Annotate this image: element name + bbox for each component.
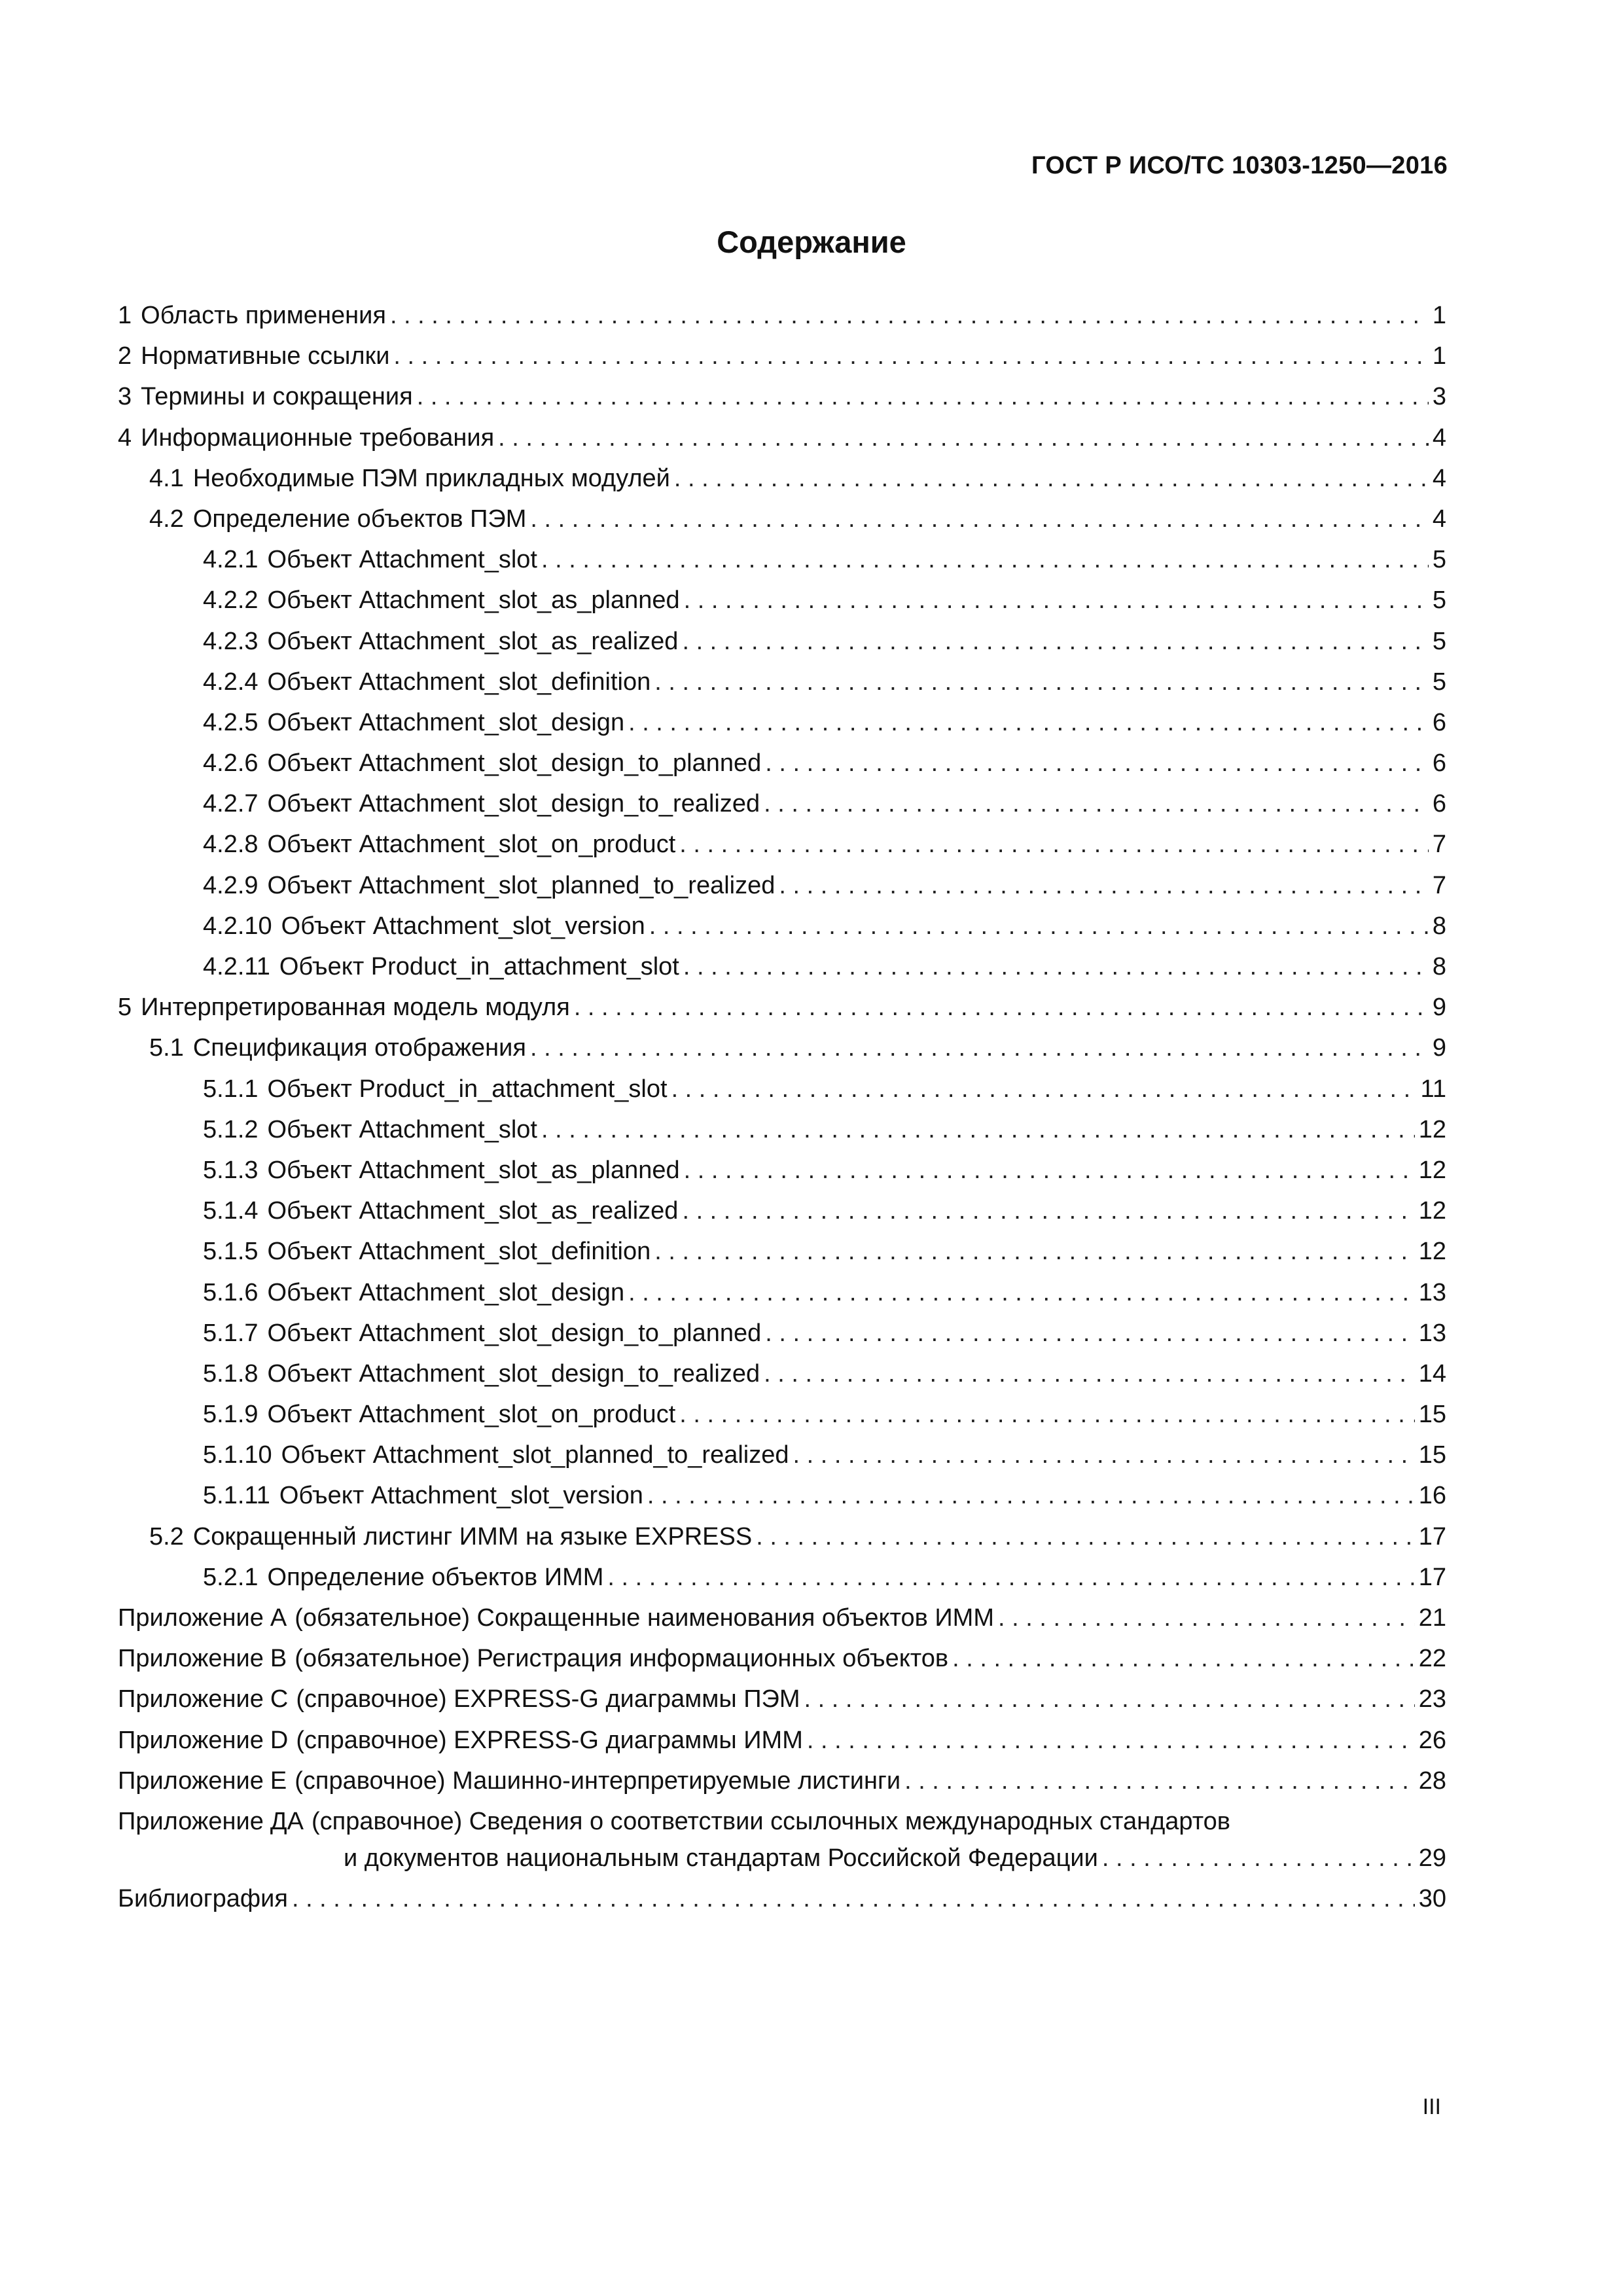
annex-title: (обязательное) Сокращенные наименования объектов ИММ (294, 1604, 994, 1632)
toc-entry-page: 13 (1418, 1278, 1446, 1306)
toc-entry-number: 5.1.1 (203, 1075, 259, 1103)
toc-entry-title: Объект Attachment_slot_definition (267, 668, 651, 696)
toc-entry[interactable] (118, 539, 1446, 580)
toc-entry-page: 6 (1432, 749, 1446, 778)
toc-entry-number: 5.1.9 (203, 1401, 259, 1429)
page-number: III (1422, 2094, 1441, 2119)
toc-entry[interactable] (118, 987, 1446, 1028)
annex-page: 23 (1418, 1685, 1446, 1713)
toc-entry[interactable] (118, 906, 1446, 946)
toc-entry-number: 4.2.3 (203, 627, 259, 655)
toc-entry[interactable] (118, 1231, 1446, 1272)
toc-entry-number: 5.1.11 (203, 1482, 270, 1510)
toc-entry-number: 5.1.3 (203, 1156, 259, 1184)
toc-entry[interactable] (118, 1354, 1446, 1394)
toc-entry-number: 4.2.10 (203, 912, 272, 940)
toc-entry-page: 5 (1432, 586, 1446, 615)
toc-entry-page: 9 (1432, 994, 1446, 1022)
dot-leader (804, 1679, 1415, 1719)
toc-entry[interactable] (118, 418, 1446, 458)
dot-leader (764, 1354, 1415, 1394)
toc-entry[interactable] (118, 499, 1446, 539)
annex-da-first-line (118, 1801, 1230, 1842)
toc-entry-title: Объект Attachment_slot_as_planned (267, 1156, 680, 1184)
annex-page: 28 (1418, 1767, 1446, 1795)
toc-entry-page: 6 (1432, 708, 1446, 736)
dot-leader (654, 1231, 1415, 1272)
annex-title: (справочное) EXPRESS-G диаграммы ПЭМ (296, 1685, 800, 1713)
toc-entry-page: 1 (1432, 342, 1446, 370)
toc-entry-page: 17 (1418, 1522, 1446, 1551)
annex-page: 21 (1418, 1604, 1446, 1632)
toc-entry-number: 4.2.2 (203, 586, 259, 615)
dot-leader (607, 1557, 1414, 1598)
annex-title: (справочное) Сведения о соответствии ссылочных международных стандартов (311, 1807, 1230, 1835)
toc-entry-title: Термины и сокращения (141, 383, 413, 411)
toc-entry-page: 13 (1418, 1319, 1446, 1347)
dot-leader (541, 1109, 1415, 1150)
toc-entry[interactable] (118, 458, 1446, 499)
dot-leader (674, 458, 1429, 499)
toc-entry-page: 6 (1432, 790, 1446, 818)
toc-entry[interactable] (118, 1191, 1446, 1231)
toc-annex-entry[interactable] (118, 1679, 1446, 1719)
annex-title: (обязательное) Регистрация информационных объектов (294, 1645, 949, 1673)
toc-entry-title: Объект Attachment_slot_design (267, 1278, 625, 1306)
toc-entry-number: 5.1.10 (203, 1441, 272, 1469)
toc-entry-number: 4.2.5 (203, 708, 259, 736)
toc-entry-title: Объект Attachment_slot_design (267, 708, 625, 736)
annex-page: 22 (1418, 1645, 1446, 1673)
toc-entry-number: 5.1 (149, 1034, 184, 1062)
toc-entry-page: 12 (1418, 1197, 1446, 1225)
dot-leader (679, 1394, 1414, 1435)
toc-entry-page: 12 (1418, 1156, 1446, 1184)
toc-annex-entry[interactable] (118, 1801, 1446, 1878)
annex-da-second-line (118, 1838, 1446, 1878)
toc-entry-title: Область применения (141, 302, 386, 329)
toc-entry-title: Определение объектов ИММ (267, 1563, 604, 1591)
dot-leader (684, 1150, 1415, 1191)
toc-entry-number: 5.1.2 (203, 1115, 259, 1143)
annex-title-continued: и документов национальным стандартам Российской Федерации (344, 1844, 1098, 1872)
toc-entry[interactable] (118, 621, 1446, 662)
toc-entry[interactable] (118, 1069, 1446, 1109)
toc-entry-title: Нормативные ссылки (141, 342, 390, 370)
toc-entry[interactable] (118, 1557, 1446, 1598)
toc-bibliography-entry[interactable] (118, 1878, 1446, 1919)
toc-entry-title: Объект Attachment_slot (267, 1115, 537, 1143)
toc-annex-entry[interactable] (118, 1720, 1446, 1761)
dot-leader (417, 376, 1429, 417)
toc-entry-number: 4.2.1 (203, 546, 259, 574)
dot-leader (765, 1313, 1414, 1354)
toc-entry[interactable] (118, 336, 1446, 376)
toc-entry[interactable] (118, 1109, 1446, 1150)
toc-entry-page: 5 (1432, 546, 1446, 574)
table-of-contents (118, 295, 1446, 1919)
toc-entry-title: Необходимые ПЭМ прикладных модулей (192, 464, 670, 492)
annex-letter: D (270, 1726, 289, 1754)
toc-entry-number: 5.1.5 (203, 1238, 259, 1266)
toc-entry-number: 4.1 (149, 464, 184, 492)
toc-entry-number: 5.1.7 (203, 1319, 259, 1347)
toc-entry-title: Интерпретированная модель модуля (141, 994, 570, 1022)
toc-entry-page: 5 (1432, 627, 1446, 655)
toc-entry-page: 4 (1432, 505, 1446, 533)
toc-entry[interactable] (118, 1516, 1446, 1557)
annex-label: Приложение (118, 1604, 264, 1632)
toc-entry-title: Объект Attachment_slot_version (279, 1482, 643, 1510)
toc-entry-page: 5 (1432, 668, 1446, 696)
toc-entry[interactable] (118, 865, 1446, 906)
toc-entry-number: 4.2.6 (203, 749, 259, 778)
dot-leader (807, 1720, 1415, 1761)
toc-entry[interactable] (118, 1475, 1446, 1516)
toc-entry-page: 12 (1418, 1115, 1446, 1143)
dot-leader (574, 987, 1429, 1028)
toc-entry-title: Объект Attachment_slot_as_planned (267, 586, 680, 615)
toc-entry-page: 7 (1432, 871, 1446, 899)
toc-entry-number: 5.2.1 (203, 1563, 259, 1591)
toc-entry[interactable] (118, 946, 1446, 987)
annex-page: 29 (1418, 1844, 1446, 1872)
toc-entry[interactable] (118, 702, 1446, 743)
dot-leader (682, 1191, 1414, 1231)
toc-entry-number: 4.2.8 (203, 831, 259, 859)
toc-entry-title: Объект Attachment_slot_on_product (267, 831, 676, 859)
toc-entry-page: 4 (1432, 464, 1446, 492)
toc-entry[interactable] (118, 1272, 1446, 1313)
annex-label: Приложение (118, 1807, 264, 1835)
dot-leader (654, 662, 1429, 702)
annex-letter: A (270, 1604, 287, 1632)
toc-entry-title: Объект Product_in_attachment_slot (279, 953, 679, 980)
toc-entry-title: Информационные требования (141, 423, 495, 452)
page-title: Содержание (717, 224, 906, 259)
annex-page: 26 (1418, 1726, 1446, 1754)
toc-entry[interactable] (118, 1028, 1446, 1068)
dot-leader (530, 499, 1429, 539)
dot-leader (679, 824, 1429, 865)
toc-entry[interactable] (118, 1435, 1446, 1475)
toc-entry-title: Объект Attachment_slot_design_to_planned (267, 1319, 762, 1347)
toc-entry[interactable] (118, 1150, 1446, 1191)
dot-leader (683, 946, 1429, 987)
dot-leader (292, 1878, 1415, 1919)
dot-leader (682, 621, 1428, 662)
toc-entry-title: Объект Attachment_slot_design_to_planned (267, 749, 762, 778)
toc-entry-page: 11 (1420, 1075, 1446, 1103)
toc-entry-number: 4.2.7 (203, 790, 259, 818)
dot-leader (530, 1028, 1429, 1068)
toc-entry[interactable] (118, 662, 1446, 702)
toc-annex-entry[interactable] (118, 1761, 1446, 1801)
toc-entry-title: Объект Attachment_slot (267, 546, 537, 574)
bibliography-page: 30 (1418, 1884, 1446, 1912)
dot-leader (756, 1516, 1415, 1557)
annex-letter: B (270, 1645, 287, 1673)
dot-leader (764, 783, 1429, 824)
toc-entry-page: 15 (1418, 1441, 1446, 1469)
annex-letter: C (270, 1685, 289, 1713)
toc-entry-number: 4.2.11 (203, 953, 270, 980)
toc-entry-number: 5.1.4 (203, 1197, 259, 1225)
annex-label: Приложение (118, 1726, 264, 1754)
toc-entry-number: 2 (118, 342, 132, 370)
toc-entry-number: 5.1.8 (203, 1359, 259, 1388)
toc-entry[interactable] (118, 580, 1446, 620)
toc-entry-title: Объект Product_in_attachment_slot (267, 1075, 668, 1103)
dot-leader (628, 702, 1429, 743)
toc-entry[interactable] (118, 1313, 1446, 1354)
toc-entry-title: Объект Attachment_slot_as_realized (267, 1197, 679, 1225)
dot-leader (541, 539, 1429, 580)
dot-leader (765, 743, 1429, 783)
toc-entry-page: 4 (1432, 423, 1446, 452)
toc-entry-page: 14 (1418, 1359, 1446, 1388)
toc-entry-number: 5.2 (149, 1522, 184, 1551)
toc-entry-page: 16 (1418, 1482, 1446, 1510)
toc-entry-title: Спецификация отображения (192, 1034, 526, 1062)
dot-leader (628, 1272, 1415, 1313)
toc-entry-page: 8 (1432, 912, 1446, 940)
toc-entry-title: Объект Attachment_slot_planned_to_realized (281, 1441, 789, 1469)
dot-leader (393, 336, 1428, 376)
toc-entry-title: Сокращенный листинг ИММ на языке EXPRESS (192, 1522, 753, 1551)
bibliography-title: Библиография (118, 1884, 288, 1912)
toc-entry-title: Определение объектов ПЭМ (192, 505, 527, 533)
toc-entry-title: Объект Attachment_slot_design_to_realized (267, 790, 760, 818)
toc-entry-number: 4.2.4 (203, 668, 259, 696)
toc-entry-number: 5 (118, 994, 132, 1022)
toc-entry-title: Объект Attachment_slot_planned_to_realized (267, 871, 776, 899)
toc-entry-title: Объект Attachment_slot_as_realized (267, 627, 679, 655)
document-code: ГОСТ Р ИСО/ТС 10303-1250—2016 (1031, 152, 1448, 179)
toc-annex-entry[interactable] (118, 1598, 1446, 1638)
toc-entry-page: 7 (1432, 831, 1446, 859)
dot-leader (998, 1598, 1415, 1638)
toc-entry-number: 5.1.6 (203, 1278, 259, 1306)
dot-leader (793, 1435, 1415, 1475)
toc-entry-number: 4 (118, 423, 132, 452)
toc-entry-page: 9 (1432, 1034, 1446, 1062)
toc-entry-page: 15 (1418, 1401, 1446, 1429)
toc-entry-page: 12 (1418, 1238, 1446, 1266)
toc-entry-page: 1 (1432, 302, 1446, 329)
dot-leader (952, 1638, 1415, 1679)
annex-label: Приложение (118, 1685, 264, 1713)
toc-entry-title: Объект Attachment_slot_version (281, 912, 645, 940)
dot-leader (779, 865, 1428, 906)
toc-entry[interactable] (118, 783, 1446, 824)
toc-annex-entry[interactable] (118, 1638, 1446, 1679)
dot-leader (649, 906, 1429, 946)
toc-entry[interactable] (118, 295, 1446, 336)
toc-entry-title: Объект Attachment_slot_definition (267, 1238, 651, 1266)
dot-leader (647, 1475, 1415, 1516)
dot-leader (390, 295, 1429, 336)
toc-entry-page: 17 (1418, 1563, 1446, 1591)
dot-leader (498, 418, 1429, 458)
annex-letter: ДА (270, 1807, 304, 1835)
dot-leader (904, 1761, 1415, 1801)
toc-entry-page: 3 (1432, 383, 1446, 411)
annex-title: (справочное) Машинно-интерпретируемые листинги (294, 1767, 901, 1795)
toc-entry-title: Объект Attachment_slot_on_product (267, 1401, 676, 1429)
dot-leader (684, 580, 1429, 620)
toc-entry[interactable] (118, 1394, 1446, 1435)
toc-entry-number: 4.2 (149, 505, 184, 533)
annex-label: Приложение (118, 1767, 264, 1795)
dot-leader (1102, 1838, 1415, 1878)
toc-entry[interactable] (118, 376, 1446, 417)
annex-letter: E (270, 1767, 287, 1795)
toc-entry[interactable] (118, 743, 1446, 783)
toc-entry-title: Объект Attachment_slot_design_to_realized (267, 1359, 760, 1388)
toc-entry[interactable] (118, 824, 1446, 865)
toc-entry-number: 1 (118, 302, 132, 329)
toc-entry-number: 3 (118, 383, 132, 411)
annex-label: Приложение (118, 1645, 264, 1673)
toc-entry-number: 4.2.9 (203, 871, 259, 899)
dot-leader (671, 1069, 1417, 1109)
toc-entry-page: 8 (1432, 953, 1446, 980)
annex-title: (справочное) EXPRESS-G диаграммы ИММ (296, 1726, 803, 1754)
